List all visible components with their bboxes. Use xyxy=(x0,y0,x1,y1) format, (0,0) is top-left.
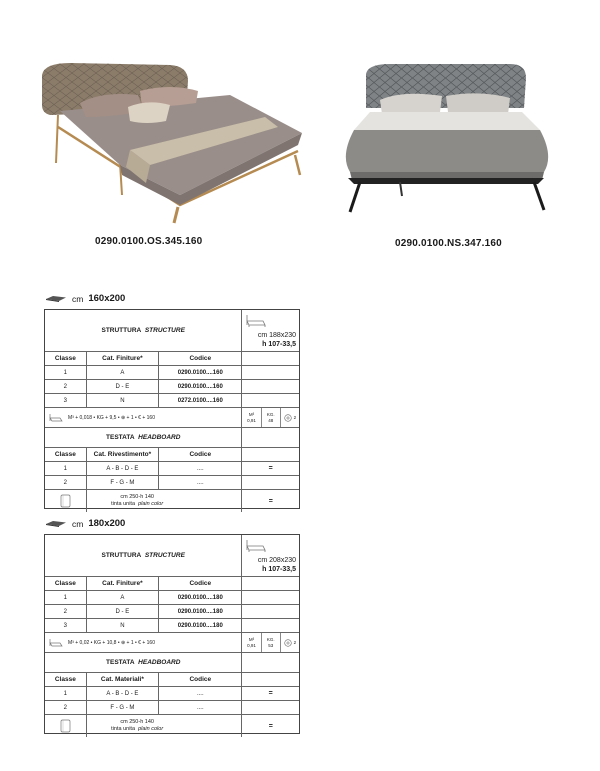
packing-row xyxy=(45,633,299,653)
mattress-icon xyxy=(45,520,67,528)
size-value: 180x200 xyxy=(88,518,126,529)
product-code-2: 0290.0100.NS.347.160 xyxy=(395,238,502,249)
packing-info: M³ 0,91 KG. 53 2 xyxy=(242,633,299,652)
dimensions-size: cm 188x230 xyxy=(257,332,296,339)
price-table-160 xyxy=(44,309,300,509)
dimensions-cell xyxy=(242,535,299,576)
headboard-header-row: Classe Cat. Rivestimento* Codice xyxy=(45,448,299,462)
col-cat: Cat. Finiture* xyxy=(87,352,159,365)
structure-title: STRUTTURA STRUCTURE xyxy=(45,535,242,576)
product-code-1: 0290.0100.OS.345.160 xyxy=(95,236,203,247)
packing-formula: M³ + 0,02 • KG + 10,8 • ⊕ + 1 • € + 160 xyxy=(45,633,242,652)
col-codice: Codice xyxy=(159,577,242,590)
dimensions-height: h 107-33,5 xyxy=(262,566,296,573)
plain-color-row: cm 250-h 140 tinta unita plain color = xyxy=(45,490,299,512)
col-codice: Codice xyxy=(159,352,242,365)
size-unit: cm xyxy=(72,518,84,529)
size-heading-180 xyxy=(45,518,125,529)
packing-row xyxy=(45,408,299,428)
table-row: 2 F - G - M .... xyxy=(45,476,299,490)
fabric-sample-icon xyxy=(45,490,87,512)
headboard-header-row: Classe Cat. Materiali* Codice xyxy=(45,673,299,687)
col-cat: Cat. Finiture* xyxy=(87,577,159,590)
table-row: 3 N 0290.0100....180 xyxy=(45,619,299,633)
headboard-title-row: TESTATA HEADBOARD xyxy=(45,653,299,673)
plain-color-row: cm 250-h 140 tinta unita plain color = xyxy=(45,715,299,737)
bed-photo-beige xyxy=(30,55,310,225)
bed-outline-icon xyxy=(245,538,267,554)
packing-formula: M³ + 0,018 • KG + 9,5 • ⊕ + 1 • € + 160 xyxy=(45,408,242,427)
table-row: 3 N 0272.0100....160 xyxy=(45,394,299,408)
size-heading-160 xyxy=(45,293,125,304)
table-row: 1 A 0290.0100....160 xyxy=(45,366,299,380)
structure-title: STRUTTURA STRUCTURE xyxy=(45,310,242,351)
size-value: 160x200 xyxy=(88,293,126,304)
bed-outline-icon xyxy=(245,313,267,329)
table-row: 1 A - B - D - E .... = xyxy=(45,687,299,701)
col-classe: Classe xyxy=(45,577,87,590)
dimensions-cell xyxy=(242,310,299,351)
packing-info: M³ 0,91 KG. 48 2 xyxy=(242,408,299,427)
bed-mini-icon xyxy=(49,413,63,423)
bed-mini-icon xyxy=(49,638,63,648)
headboard-title-row: TESTATA HEADBOARD xyxy=(45,428,299,448)
fabric-sample-icon xyxy=(45,715,87,737)
table-row: 1 A - B - D - E .... = xyxy=(45,462,299,476)
table-row: 2 F - G - M .... xyxy=(45,701,299,715)
package-icon xyxy=(284,639,292,647)
price-table-180 xyxy=(44,534,300,734)
table-header-row xyxy=(45,577,299,591)
dimensions-height: h 107-33,5 xyxy=(262,341,296,348)
table-header-row xyxy=(45,352,299,366)
col-blank xyxy=(242,352,299,365)
table-row: 2 D - E 0290.0100....180 xyxy=(45,605,299,619)
col-blank xyxy=(242,577,299,590)
dimensions-size: cm 208x230 xyxy=(257,557,296,564)
bed-photo-grey xyxy=(330,60,560,220)
mattress-icon xyxy=(45,295,67,303)
table-row: 1 A 0290.0100....180 xyxy=(45,591,299,605)
size-unit: cm xyxy=(72,293,84,304)
package-icon xyxy=(284,414,292,422)
table-row: 2 D - E 0290.0100....160 xyxy=(45,380,299,394)
col-classe: Classe xyxy=(45,352,87,365)
